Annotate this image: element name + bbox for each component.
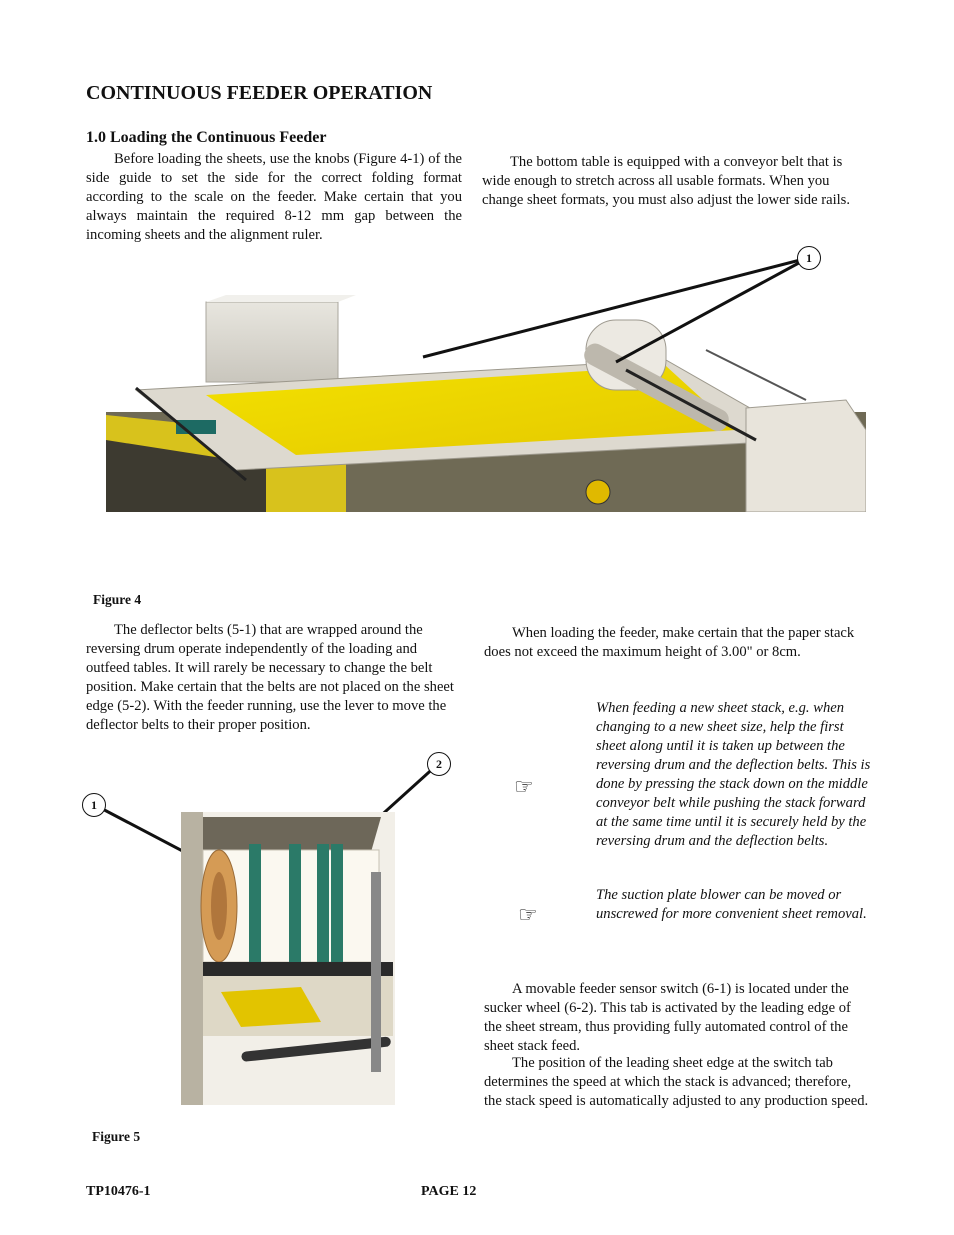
- figure5-callout-2: 2: [427, 752, 451, 776]
- pointing-hand-icon: ☞: [514, 774, 534, 799]
- figure5-callout-1: 1: [82, 793, 106, 817]
- footer-doc-id: TP10476-1: [86, 1184, 151, 1199]
- loading-paragraph: Before loading the sheets, use the knobs (Figure 4-1) of the side guide to set the side for the correct folding format according to the scale on the feeder. Make certain that you always maintain the required 8-12 mm gap between the incoming sheets and the alignment ruler.: [86, 151, 462, 243]
- section-heading: 1.0 Loading the Continuous Feeder: [86, 129, 327, 146]
- pointing-hand-icon: ☞: [518, 902, 538, 927]
- sensor-paragraph: A movable feeder sensor switch (6-1) is located under the sucker wheel (6-2). This tab is activated by the leading edge of the sheet stream, thus providing fully automated control of the sheet stack feed.: [484, 981, 851, 1054]
- page-title: CONTINUOUS FEEDER OPERATION: [86, 82, 433, 104]
- stack-height-paragraph: When loading the feeder, make certain that the paper stack does not exceed the maximum height of 3.00" or 8cm.: [484, 625, 855, 660]
- speed-paragraph: The position of the leading sheet edge at the switch tab determines the speed at which the stack is advanced; therefore, the stack speed is automatically adjusted to any production speed.: [484, 1055, 869, 1109]
- figure5-caption: Figure 5: [92, 1129, 141, 1144]
- deflector-paragraph: The deflector belts (5-1) that are wrapped around the reversing drum operate independently of the loading and outfeed tables. It will rarely be necessary to change the belt position. Make certain that the belts are not placed on the sheet edge (5-2). With the feeder running, use the lever to move the deflector belts to their proper position.: [86, 622, 454, 733]
- note-new-sheet-stack: When feeding a new sheet stack, e.g. when changing to a new sheet size, help the first sheet along until it is taken up between the reversing drum and the deflection belts. This is done by pressing the stack down on the middle conveyor belt while pushing the stack forward at the same time until it is securely held by the reversing drum and the deflection belts.: [596, 700, 871, 849]
- figure4-caption: Figure 4: [93, 592, 142, 607]
- note-suction-plate: The suction plate blower can be moved or unscrewed for more convenient sheet removal.: [596, 887, 867, 922]
- footer-page-number: PAGE 12: [421, 1184, 477, 1199]
- figure4-callout-1: 1: [797, 246, 821, 270]
- figure5-illustration: [181, 812, 395, 1105]
- bottom-table-paragraph: The bottom table is equipped with a conveyor belt that is wide enough to stretch across all usable formats. When you change sheet formats, you must also adjust the lower side rails.: [482, 154, 851, 208]
